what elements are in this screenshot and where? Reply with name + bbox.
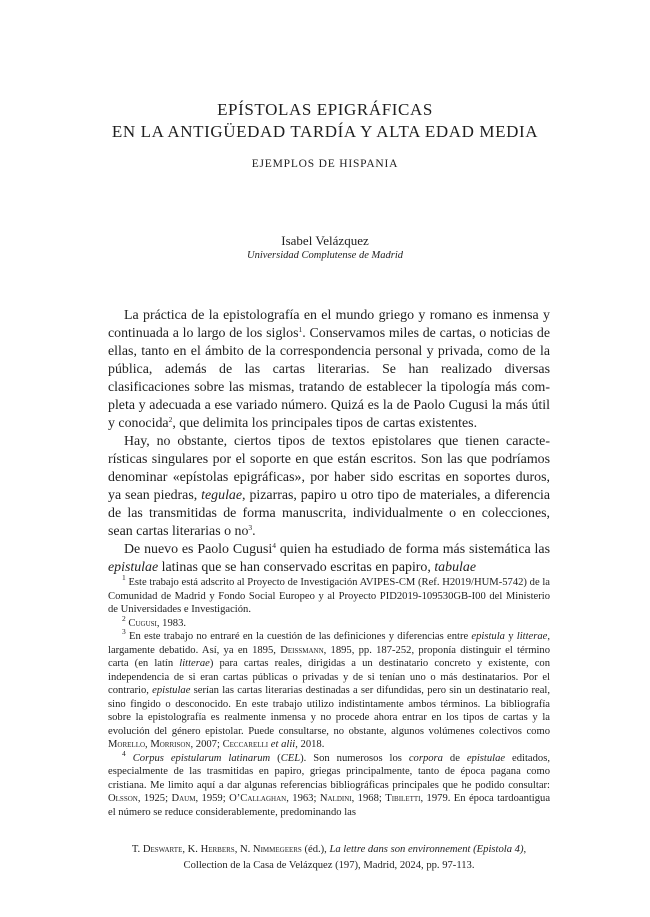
footnote-text: y — [504, 631, 517, 642]
italic-term: epistulae — [108, 560, 159, 575]
footnote-text: ) para cartas reales, dirigidas a un destinatario concreto y existente, con independencia de si eran cartas públicas o privadas y de si tenían uno o más destinatarios. Por el contrario, — [108, 658, 550, 696]
author-citation: Cugusi — [128, 617, 157, 629]
author-citation: Tibiletti — [385, 793, 421, 804]
author-citation: Ceccarelli — [222, 739, 269, 750]
footnote-text: , 1895, pp. 187-252, proponía distinguir el término carta (en latín — [108, 644, 551, 669]
italic-term: epistulae — [152, 685, 191, 696]
paragraph-2 — [108, 433, 550, 541]
footnote-text: Este trabajo está adscrito al Proyecto de Investigación AVIPES-CM (Ref. H2019/HUM-5742) de la Comunidad de Madrid y Fondo Social Europeo y al Proyecto PID2019-109530GB-I00 del Ministerio de Universidades e Investigación. — [108, 577, 550, 615]
footnotes — [108, 573, 551, 819]
footnote-text: ). Son numerosos los — [300, 752, 409, 764]
footnote-ref-2: 2 — [168, 415, 173, 424]
author-affiliation: Universidad Complutense de Madrid — [246, 250, 404, 261]
footnote-text: , 1968; — [351, 793, 386, 804]
author-citation: O’Callaghan — [229, 793, 287, 804]
footnote-4 — [108, 748, 551, 820]
footnote-text: , 1959; — [195, 793, 230, 804]
footnote-text: editados, especialmente de las trasmitidas en papiro, griegas principalmente, tanto de época pagana como cristiana. Me limito aquí a dar algunas referencias bibliográficas principales que he podido consultar: — [108, 752, 551, 791]
italic-term: tabulae — [434, 560, 476, 575]
italic-term: epistula — [471, 631, 505, 642]
italic-term: Corpus epistularum latinarum — [132, 752, 271, 764]
author-citation: Naldini — [319, 793, 352, 804]
italic-term: litterae — [179, 658, 210, 669]
footnote-text: serían las cartas literarias destinadas a ser difundidas, pero sin un destinatario real, sino fingido o desconocido. En este trabajo utilizo indistintamente ambos términos. La bibliografía sobre la epistolografía es realmente inmensa y no procede ahora entrar en los tipos de cartas y la evolución del género epistolar. Puede consultarse, no obstante, algunos volúmenes colectivos como — [108, 685, 550, 737]
citation-line-1 — [108, 842, 550, 858]
chapter-subtitle: EJEMPLOS DE HISPANIA — [251, 158, 399, 170]
paragraph-3 — [108, 541, 550, 577]
italic-term: epistulae — [466, 752, 506, 764]
footnote-text: En este trabajo no entraré en la cuestión de las definiciones y diferencias entre — [125, 631, 472, 642]
footnote-ref-4: 4 — [272, 541, 276, 550]
footnote-text: de — [442, 752, 467, 764]
footnote-text: , 2007; — [190, 739, 223, 750]
footnote-number: 4 — [122, 748, 126, 758]
footnote-ref-3: 3 — [248, 523, 253, 532]
text-run: quien ha estudiado de forma más sistemática las — [275, 542, 550, 557]
citation-line-2: Collection de la Casa de Velázquez (197), Madrid, 2024, pp. 97-113. — [183, 860, 475, 871]
footnote-text: , 2018. — [295, 739, 325, 750]
paragraph-1 — [108, 307, 550, 433]
text-run: . Conservamos miles de cartas, o noticias de ellas, tanto en el ámbito de la correspondencia personal y privada, como de la pública, además de las cartas literarias. Se han realizado diversas clasificaciones sobre las mismas, tratando de establecer la tipología más completa y adecuada a ese variado número. Quizá es la de Paolo Cugusi la más útil y conocida — [108, 326, 551, 431]
text-run: latinas que se han conservado escritas en papiro, — [158, 560, 435, 575]
footnote-text: , largamente debatido. Así, ya en 1895, — [108, 631, 551, 656]
italic-term: corpora — [408, 752, 443, 764]
footnote-ref-1: 1 — [298, 325, 303, 334]
author-citation: Olsson — [108, 793, 138, 804]
footnote-number: 1 — [122, 573, 126, 582]
chapter-title-line-1: EPÍSTOLAS EPIGRÁFICAS — [217, 100, 433, 119]
footnote-number: 2 — [122, 613, 126, 623]
footnote-text: , 1963; — [286, 793, 320, 804]
italic-term: litterae — [516, 631, 548, 642]
text-run: . — [252, 524, 256, 539]
footnote-text: , 1979. En época tardoantigua el número se reduce considerablemente, predominando las — [108, 793, 551, 818]
author-name: Isabel Velázquez — [281, 233, 369, 248]
footnote-text — [126, 753, 133, 764]
author-citation: Deissmann — [280, 644, 324, 656]
book-title: La lettre dans son environnement (Epistola 4) — [329, 844, 524, 855]
author-citation: Daum — [171, 793, 196, 804]
footnote-2 — [108, 613, 550, 631]
footer-text: , — [523, 844, 527, 855]
footer-text: (éd.), — [301, 844, 330, 855]
text-run: Hay, no obstante, ciertos tipos de textos epistolares que tienen características singulares por el soporte en que están escritos. Son las que podríamos denominar «epístolas epigráficas», por haber sido escritas en soportes duros, ya sean piedras, — [108, 434, 550, 503]
text-run: De nuevo es Paolo Cugusi — [124, 542, 273, 557]
italic-term: tegulae — [201, 488, 243, 503]
footnote-3 — [108, 627, 551, 752]
italic-term: et alii — [270, 739, 296, 750]
citation-footer — [108, 842, 550, 874]
editors: T. Deswarte, K. Herbers, N. Nimmegeers — [131, 844, 302, 855]
footnote-text: , 1983. — [156, 617, 187, 629]
footnote-number: 3 — [122, 627, 126, 636]
chapter-title-line-2: EN LA ANTIGÜEDAD TARDÍA Y ALTA EDAD MEDIA — [111, 122, 539, 141]
text-run: , pizarras, papiro u otro tipo de materiales, a diferencia de las transmitidas de forma manuscrita, individualmente o en colecciones, sean cartas literarias o no — [108, 488, 551, 539]
footnote-1 — [108, 573, 550, 617]
italic-term: CEL — [280, 752, 301, 764]
footnote-text: ( — [270, 752, 281, 764]
footnote-text: , 1925; — [137, 793, 172, 804]
body-text — [108, 307, 550, 577]
text-run: , que delimita los principales tipos de cartas existentes. — [172, 416, 478, 431]
author-citation: Morello, Morrison — [108, 739, 191, 750]
text-run: La práctica de la epistolografía en el mundo griego y romano es inmensa y continuada a lo largo de los siglos — [108, 308, 550, 341]
